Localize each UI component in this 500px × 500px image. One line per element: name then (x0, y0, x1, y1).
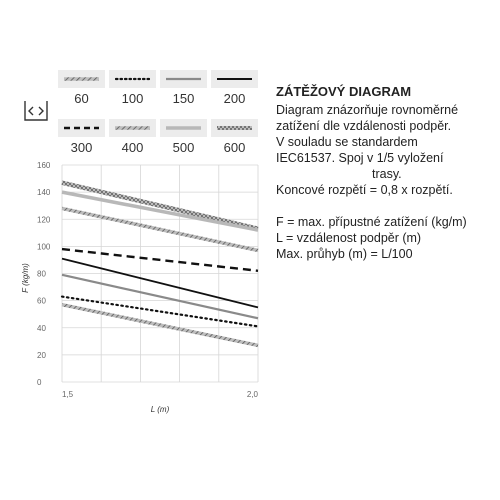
legend-label: 500 (160, 137, 207, 158)
y-tick-label: 60 (37, 296, 46, 306)
series-line-400 (62, 208, 258, 250)
definition-force: F = max. přípustné zatížení (kg/m) (276, 215, 467, 229)
y-tick-label: 0 (37, 378, 42, 387)
y-tick-label: 120 (37, 215, 51, 225)
definition-length: L = vzdálenost podpěr (m) (276, 231, 422, 245)
y-tick-label: 80 (37, 269, 46, 279)
y-axis-label: F (kg/m) (21, 263, 30, 293)
legend-label: 60 (58, 88, 105, 109)
legend-item (109, 70, 156, 109)
legend-swatch (166, 119, 201, 137)
definition-deflection: Max. průhyb (m) = L/100 (276, 247, 413, 261)
legend-swatch (115, 119, 150, 137)
y-tick-label: 140 (37, 188, 51, 198)
y-tick-label: 100 (37, 242, 51, 252)
x-axis-label: L (m) (150, 405, 170, 414)
legend-label: 400 (109, 137, 156, 158)
series-line-600 (62, 183, 258, 229)
series-line-300 (62, 249, 258, 271)
x-tick-label: 2,0 (246, 390, 258, 399)
legend-label: 300 (58, 137, 105, 158)
chart-legend (58, 70, 258, 158)
description-line: trasy. (372, 167, 402, 181)
legend-label: 600 (211, 137, 258, 158)
legend-swatch (217, 119, 252, 137)
legend-item (160, 70, 207, 109)
legend-swatch (166, 70, 201, 88)
series-line-500 (62, 192, 258, 230)
legend-label: 150 (160, 88, 207, 109)
legend-swatch (64, 70, 99, 88)
description-line: V souladu se standardem (276, 135, 418, 149)
legend-item (58, 70, 105, 109)
legend-swatch (115, 70, 150, 88)
diagram-title: ZÁTĚŽOVÝ DIAGRAM (276, 84, 412, 99)
legend-item (211, 70, 258, 109)
load-direction-icon (23, 100, 49, 122)
legend-swatch (64, 119, 99, 137)
description-line: zatížení dle vzdálenosti podpěr. (276, 119, 452, 133)
description-line: Koncové rozpětí = 0,8 x rozpětí. (276, 183, 453, 197)
y-tick-label: 20 (37, 350, 46, 360)
description-line: IEC61537. Spoj v 1/5 vyložení (276, 151, 444, 165)
x-tick-label: 1,5 (62, 390, 74, 399)
legend-label: 200 (211, 88, 258, 109)
y-tick-label: 160 (37, 161, 51, 170)
legend-label: 100 (109, 88, 156, 109)
description-panel (276, 84, 494, 262)
description-line: Diagram znázorňuje rovnoměrné (276, 103, 459, 117)
load-chart (0, 150, 280, 420)
legend-swatch (217, 70, 252, 88)
y-tick-label: 40 (37, 323, 46, 333)
